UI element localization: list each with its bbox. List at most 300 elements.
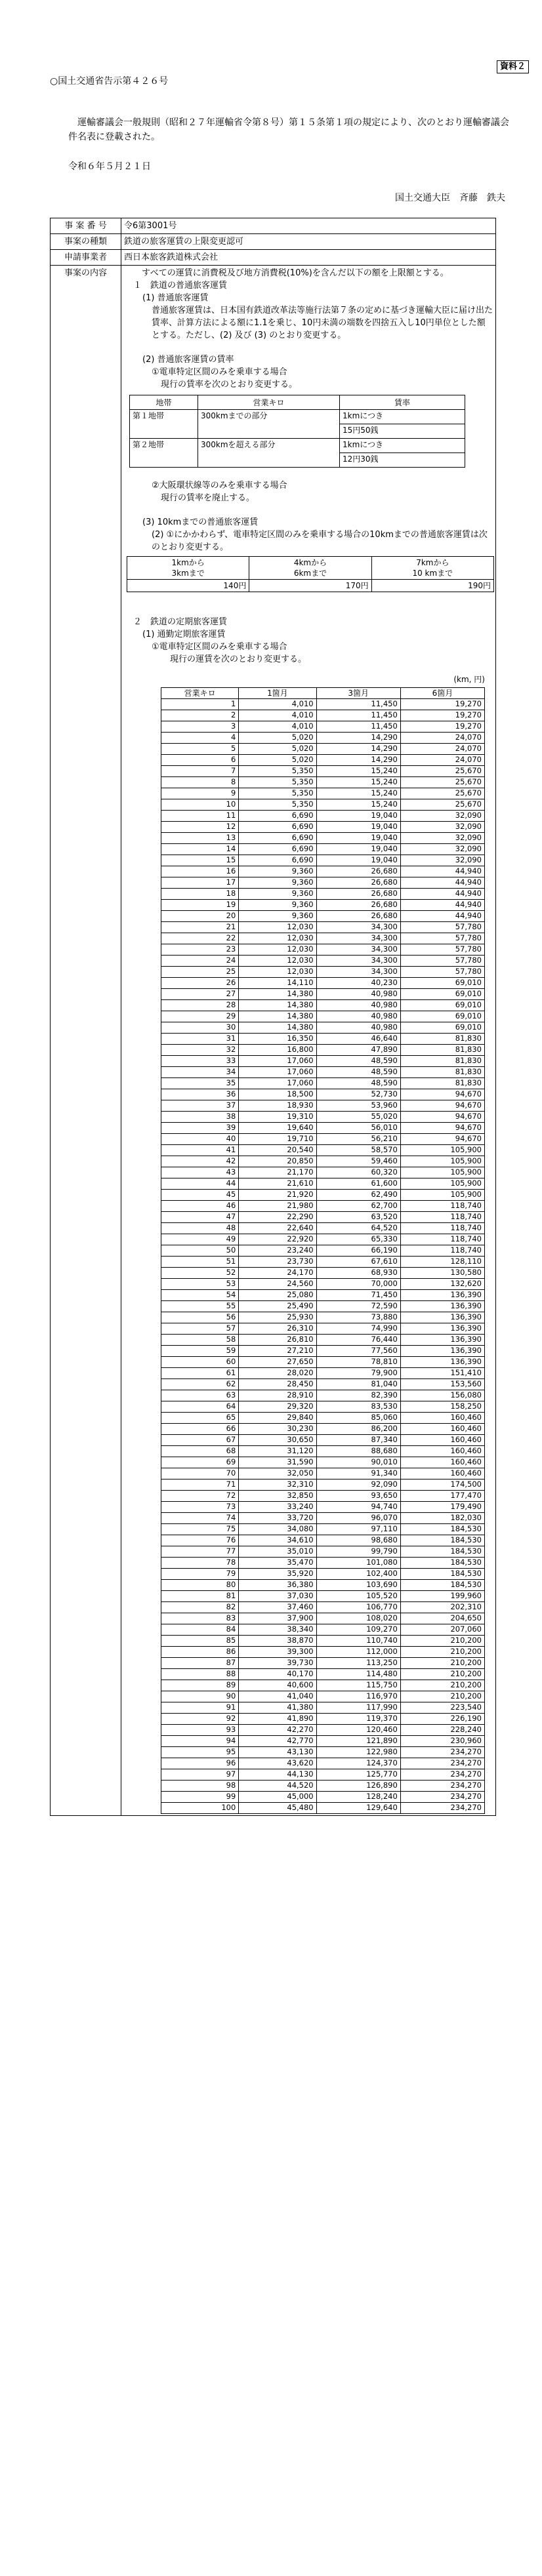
fare-value-cell: 56,010 xyxy=(316,1123,400,1134)
fare-value-cell: 130,580 xyxy=(400,1268,484,1279)
fare-km-cell: 35 xyxy=(161,1078,239,1089)
fare-value-cell: 31,120 xyxy=(239,1446,316,1457)
fare-km-cell: 70 xyxy=(161,1468,239,1479)
fare-value-cell: 24,560 xyxy=(239,1279,316,1290)
fare-value-cell: 14,290 xyxy=(316,755,400,766)
fare-value-cell: 118,740 xyxy=(400,1223,484,1234)
fare-value-cell: 40,170 xyxy=(239,1669,316,1680)
fare-value-cell: 9,360 xyxy=(239,889,316,900)
fare-value-cell: 6,690 xyxy=(239,833,316,844)
fare-value-cell: 26,810 xyxy=(239,1335,316,1346)
fare-value-cell: 19,040 xyxy=(316,844,400,855)
fare-value-cell: 66,190 xyxy=(316,1245,400,1257)
fare-value-cell: 160,460 xyxy=(400,1468,484,1479)
fare-km-cell: 88 xyxy=(161,1669,239,1680)
fare-value-cell: 26,310 xyxy=(239,1323,316,1335)
fare-value-cell: 27,210 xyxy=(239,1346,316,1357)
fare-value-cell: 44,130 xyxy=(239,1769,316,1781)
table-row xyxy=(161,956,485,967)
section-1-2-b-text: 現行の賃率を廃止する。 xyxy=(161,493,255,503)
table-row xyxy=(161,1245,485,1257)
fare-value-cell: 210,200 xyxy=(400,1691,484,1702)
table-row xyxy=(161,788,485,799)
fare-value-cell: 44,940 xyxy=(400,900,484,911)
area-header-km: 営業キロ xyxy=(198,395,340,410)
fare-value-cell: 199,960 xyxy=(400,1591,484,1602)
fare-value-cell: 19,640 xyxy=(239,1123,316,1134)
fare-value-cell: 210,200 xyxy=(400,1636,484,1647)
fare-value-cell: 81,830 xyxy=(400,1034,484,1045)
fare-km-cell: 89 xyxy=(161,1680,239,1691)
fare-km-cell: 6 xyxy=(161,755,239,766)
fare-value-cell: 106,770 xyxy=(316,1602,400,1613)
fare-km-cell: 2 xyxy=(161,710,239,721)
fare-value-cell: 6,690 xyxy=(239,855,316,866)
fare-value-cell: 105,900 xyxy=(400,1167,484,1178)
fare-km-cell: 78 xyxy=(161,1558,239,1569)
fare-value-cell: 59,460 xyxy=(316,1156,400,1167)
table-row xyxy=(161,1647,485,1658)
fare-value-cell: 94,670 xyxy=(400,1089,484,1100)
fare-value-cell: 30,230 xyxy=(239,1424,316,1435)
fare-value-cell: 31,590 xyxy=(239,1457,316,1468)
fare-value-cell: 96,070 xyxy=(316,1513,400,1524)
section-2-1-a-text: 現行の運賃を次のとおり変更する。 xyxy=(170,654,307,664)
fare-km-cell: 61 xyxy=(161,1368,239,1379)
fare-value-cell: 5,020 xyxy=(239,744,316,755)
table-row xyxy=(161,1491,485,1502)
fare-km-cell: 68 xyxy=(161,1446,239,1457)
fare-value-cell: 47,890 xyxy=(316,1045,400,1056)
table-row xyxy=(161,1156,485,1167)
fare-value-cell: 16,800 xyxy=(239,1045,316,1056)
fare-value-cell: 25,670 xyxy=(400,788,484,799)
table-row xyxy=(161,1736,485,1747)
fare-value-cell: 9,360 xyxy=(239,900,316,911)
fare-value-cell: 160,460 xyxy=(400,1446,484,1457)
fare-value-cell: 5,350 xyxy=(239,788,316,799)
table-row xyxy=(161,1212,485,1223)
table-row xyxy=(161,1368,485,1379)
fare-km-cell: 74 xyxy=(161,1513,239,1524)
fare-km-cell: 97 xyxy=(161,1769,239,1781)
fare-value-cell: 57,780 xyxy=(400,933,484,944)
fare-value-cell: 207,060 xyxy=(400,1624,484,1636)
content-cell xyxy=(121,266,496,1816)
table-row xyxy=(161,1624,485,1636)
fare-value-cell: 88,680 xyxy=(316,1446,400,1457)
table-row xyxy=(161,1781,485,1792)
fare-km-cell: 87 xyxy=(161,1658,239,1669)
fare-value-cell: 69,010 xyxy=(400,989,484,1000)
fare-value-cell: 14,380 xyxy=(239,1022,316,1034)
table-row xyxy=(161,1446,485,1457)
fare-value-cell: 28,910 xyxy=(239,1390,316,1401)
area-rate-table xyxy=(129,395,465,468)
table-row xyxy=(161,1257,485,1268)
fare-value-cell: 21,980 xyxy=(239,1201,316,1212)
section-1-2-b-heading: ②大阪環状線等のみを乗車する場合 xyxy=(152,481,287,491)
fare-value-cell: 98,680 xyxy=(316,1535,400,1546)
table-row xyxy=(161,1613,485,1624)
fare-value-cell: 19,040 xyxy=(316,855,400,866)
table-row xyxy=(161,811,485,822)
table-row xyxy=(161,1134,485,1145)
fare-km-cell: 37 xyxy=(161,1100,239,1112)
fare-km-cell: 60 xyxy=(161,1357,239,1368)
table-row xyxy=(161,1747,485,1758)
fare-value-cell: 39,300 xyxy=(239,1647,316,1658)
fare-value-cell: 34,300 xyxy=(316,956,400,967)
fare-value-cell: 25,670 xyxy=(400,766,484,777)
fare-value-cell: 57,780 xyxy=(400,956,484,967)
fare-value-cell: 129,640 xyxy=(316,1803,400,1814)
short-header: 4kmから 6kmまで xyxy=(249,557,371,580)
table-row xyxy=(161,1390,485,1401)
table-row xyxy=(161,844,485,855)
fare-value-cell: 234,270 xyxy=(400,1803,484,1814)
fare-km-cell: 9 xyxy=(161,788,239,799)
fare-value-cell: 79,900 xyxy=(316,1368,400,1379)
fare-km-cell: 100 xyxy=(161,1803,239,1814)
table-row xyxy=(161,1123,485,1134)
fare-value-cell: 26,680 xyxy=(316,889,400,900)
fare-value-cell: 32,050 xyxy=(239,1468,316,1479)
short-header-row xyxy=(127,557,494,580)
fare-km-cell: 83 xyxy=(161,1613,239,1624)
content-row xyxy=(51,266,496,1816)
area-rate-value: 15円50銭 xyxy=(340,424,465,439)
table-row xyxy=(161,1279,485,1290)
fare-km-cell: 38 xyxy=(161,1112,239,1123)
fare-value-cell: 38,870 xyxy=(239,1636,316,1647)
fare-km-cell: 47 xyxy=(161,1212,239,1223)
section-1-heading: １ 鉄道の普通旅客運賃 xyxy=(133,281,228,291)
area-rate-row xyxy=(130,439,465,453)
fare-km-cell: 7 xyxy=(161,766,239,777)
fare-value-cell: 19,040 xyxy=(316,811,400,822)
short-distance-fare-table xyxy=(127,556,494,592)
table-row xyxy=(161,866,485,877)
fare-value-cell: 153,560 xyxy=(400,1379,484,1390)
fare-km-cell: 22 xyxy=(161,933,239,944)
fare-value-cell: 124,370 xyxy=(316,1758,400,1769)
fare-value-cell: 36,380 xyxy=(239,1580,316,1591)
fare-value-cell: 32,090 xyxy=(400,811,484,822)
fare-value-cell: 210,200 xyxy=(400,1680,484,1691)
fare-value-cell: 204,650 xyxy=(400,1613,484,1624)
fare-km-cell: 66 xyxy=(161,1424,239,1435)
case-number-row xyxy=(51,218,496,234)
fare-value-cell: 30,650 xyxy=(239,1435,316,1446)
fare-value-cell: 25,670 xyxy=(400,799,484,811)
fare-km-cell: 79 xyxy=(161,1569,239,1580)
table-row xyxy=(161,1636,485,1647)
table-row xyxy=(161,766,485,777)
fare-unit: (km, 円) xyxy=(453,675,485,684)
fare-km-cell: 16 xyxy=(161,866,239,877)
fare-value-cell: 19,040 xyxy=(316,822,400,833)
table-row xyxy=(161,967,485,978)
fare-value-cell: 26,680 xyxy=(316,900,400,911)
fare-value-cell: 4,010 xyxy=(239,721,316,733)
fare-km-cell: 32 xyxy=(161,1045,239,1056)
fare-value-cell: 27,650 xyxy=(239,1357,316,1368)
fare-value-cell: 69,010 xyxy=(400,1022,484,1034)
fare-value-cell: 33,240 xyxy=(239,1502,316,1513)
table-row xyxy=(161,978,485,989)
fare-value-cell: 105,900 xyxy=(400,1190,484,1201)
fare-value-cell: 32,090 xyxy=(400,844,484,855)
table-row xyxy=(161,799,485,811)
fare-km-cell: 33 xyxy=(161,1056,239,1067)
table-row xyxy=(161,911,485,922)
fare-value-cell: 151,410 xyxy=(400,1368,484,1379)
fare-value-cell: 20,850 xyxy=(239,1156,316,1167)
applicant-row xyxy=(51,250,496,266)
table-row xyxy=(161,1089,485,1100)
short-value-row xyxy=(127,580,494,592)
table-row xyxy=(161,1401,485,1413)
section-2-heading: ２ 鉄道の定期旅客運賃 xyxy=(133,617,228,627)
fare-value-cell: 160,460 xyxy=(400,1457,484,1468)
fare-value-cell: 160,460 xyxy=(400,1435,484,1446)
table-row xyxy=(161,721,485,733)
table-row xyxy=(161,1725,485,1736)
fare-value-cell: 158,250 xyxy=(400,1401,484,1413)
fare-km-cell: 4 xyxy=(161,733,239,744)
fare-value-cell: 55,020 xyxy=(316,1112,400,1123)
table-row xyxy=(161,1190,485,1201)
fare-km-cell: 72 xyxy=(161,1491,239,1502)
notice-date: 令和６年５月２１日 xyxy=(68,161,151,172)
fare-km-cell: 10 xyxy=(161,799,239,811)
fare-value-cell: 103,690 xyxy=(316,1580,400,1591)
fare-value-cell: 48,590 xyxy=(316,1067,400,1078)
fare-km-cell: 63 xyxy=(161,1390,239,1401)
fare-value-cell: 4,010 xyxy=(239,699,316,710)
fare-km-cell: 15 xyxy=(161,855,239,866)
fare-value-cell: 132,620 xyxy=(400,1279,484,1290)
fare-km-cell: 20 xyxy=(161,911,239,922)
commuter-fare-table xyxy=(161,687,485,1814)
fare-value-cell: 34,080 xyxy=(239,1524,316,1535)
fare-header: 1箇月 xyxy=(239,688,316,699)
table-row xyxy=(161,1669,485,1680)
fare-value-cell: 17,060 xyxy=(239,1078,316,1089)
table-row xyxy=(161,1335,485,1346)
table-row xyxy=(161,744,485,755)
table-row xyxy=(161,1045,485,1056)
fare-value-cell: 234,270 xyxy=(400,1792,484,1803)
area-header-rate: 賃率 xyxy=(340,395,465,410)
fare-value-cell: 9,360 xyxy=(239,911,316,922)
fare-value-cell: 210,200 xyxy=(400,1669,484,1680)
table-row xyxy=(161,1468,485,1479)
fare-value-cell: 105,900 xyxy=(400,1178,484,1190)
section-1-2-a-text: 現行の賃率を次のとおり変更する。 xyxy=(161,380,298,390)
fare-value-cell: 32,090 xyxy=(400,822,484,833)
fare-value-cell: 46,640 xyxy=(316,1034,400,1045)
fare-value-cell: 44,940 xyxy=(400,889,484,900)
fare-value-cell: 94,670 xyxy=(400,1134,484,1145)
table-row xyxy=(161,1457,485,1468)
fare-value-cell: 60,320 xyxy=(316,1167,400,1178)
fare-value-cell: 82,390 xyxy=(316,1390,400,1401)
content-label: 事案の内容 xyxy=(51,266,121,1816)
fare-km-cell: 18 xyxy=(161,889,239,900)
short-value: 140円 xyxy=(127,580,249,592)
fare-value-cell: 6,690 xyxy=(239,822,316,833)
fare-value-cell: 136,390 xyxy=(400,1323,484,1335)
fare-km-cell: 77 xyxy=(161,1546,239,1558)
fare-value-cell: 136,390 xyxy=(400,1346,484,1357)
table-row xyxy=(161,1680,485,1691)
fare-km-cell: 51 xyxy=(161,1257,239,1268)
section-2-1-a-heading: ①電車特定区間のみを乗車する場合 xyxy=(152,642,287,652)
fare-km-cell: 93 xyxy=(161,1725,239,1736)
fare-value-cell: 15,240 xyxy=(316,777,400,788)
table-row xyxy=(161,1535,485,1546)
fare-value-cell: 226,190 xyxy=(400,1714,484,1725)
fare-value-cell: 210,200 xyxy=(400,1658,484,1669)
fare-value-cell: 14,110 xyxy=(239,978,316,989)
fare-value-cell: 24,070 xyxy=(400,744,484,755)
fare-value-cell: 37,030 xyxy=(239,1591,316,1602)
fare-km-cell: 90 xyxy=(161,1691,239,1702)
fare-value-cell: 32,310 xyxy=(239,1479,316,1491)
fare-km-cell: 94 xyxy=(161,1736,239,1747)
fare-km-cell: 11 xyxy=(161,811,239,822)
fare-value-cell: 32,850 xyxy=(239,1491,316,1502)
table-row xyxy=(161,822,485,833)
fare-value-cell: 105,520 xyxy=(316,1591,400,1602)
fare-km-cell: 71 xyxy=(161,1479,239,1491)
fare-value-cell: 20,540 xyxy=(239,1145,316,1156)
table-row xyxy=(161,1346,485,1357)
fare-km-cell: 42 xyxy=(161,1156,239,1167)
fare-value-cell: 35,920 xyxy=(239,1569,316,1580)
fare-km-cell: 81 xyxy=(161,1591,239,1602)
table-row xyxy=(161,1223,485,1234)
fare-value-cell: 81,830 xyxy=(400,1078,484,1089)
fare-value-cell: 15,240 xyxy=(316,766,400,777)
area-rate-row xyxy=(130,410,465,424)
fare-value-cell: 121,890 xyxy=(316,1736,400,1747)
fare-value-cell: 179,490 xyxy=(400,1502,484,1513)
fare-value-cell: 210,200 xyxy=(400,1647,484,1658)
fare-value-cell: 69,010 xyxy=(400,978,484,989)
table-row xyxy=(161,1413,485,1424)
fare-value-cell: 62,490 xyxy=(316,1190,400,1201)
table-row xyxy=(161,1702,485,1714)
fare-value-cell: 93,650 xyxy=(316,1491,400,1502)
table-row xyxy=(161,1000,485,1011)
table-row xyxy=(161,1290,485,1301)
fare-km-cell: 52 xyxy=(161,1268,239,1279)
fare-value-cell: 126,890 xyxy=(316,1781,400,1792)
fare-value-cell: 174,500 xyxy=(400,1479,484,1491)
table-row xyxy=(161,1546,485,1558)
section-1-1-text: 普通旅客運賃は、日本国有鉄道改革法等施行法第７条の定めに基づき運輸大臣に届け出た賃率、計算方法による額に1.1を乗じ、10円未満の端数を四捨五入し10円単位とした額とする。ただし、(2) 及び (3) のとおり変更する。 xyxy=(152,306,493,340)
fare-value-cell: 12,030 xyxy=(239,933,316,944)
table-row xyxy=(161,1691,485,1702)
fare-value-cell: 22,290 xyxy=(239,1212,316,1223)
table-row xyxy=(161,933,485,944)
fare-value-cell: 81,830 xyxy=(400,1045,484,1056)
fare-km-cell: 98 xyxy=(161,1781,239,1792)
fare-table-body xyxy=(161,699,485,1814)
fare-km-cell: 91 xyxy=(161,1702,239,1714)
fare-value-cell: 37,460 xyxy=(239,1602,316,1613)
fare-value-cell: 19,710 xyxy=(239,1134,316,1145)
fare-value-cell: 5,350 xyxy=(239,777,316,788)
fare-value-cell: 81,830 xyxy=(400,1067,484,1078)
table-row xyxy=(161,1145,485,1156)
fare-km-cell: 19 xyxy=(161,900,239,911)
fare-value-cell: 34,300 xyxy=(316,967,400,978)
fare-value-cell: 15,240 xyxy=(316,788,400,799)
fare-value-cell: 41,040 xyxy=(239,1691,316,1702)
fare-value-cell: 18,930 xyxy=(239,1100,316,1112)
fare-value-cell: 21,920 xyxy=(239,1190,316,1201)
fare-value-cell: 14,380 xyxy=(239,989,316,1000)
fare-value-cell: 68,930 xyxy=(316,1268,400,1279)
fare-value-cell: 57,780 xyxy=(400,944,484,956)
fare-value-cell: 122,980 xyxy=(316,1747,400,1758)
fare-value-cell: 5,350 xyxy=(239,799,316,811)
fare-value-cell: 5,350 xyxy=(239,766,316,777)
fare-km-cell: 59 xyxy=(161,1346,239,1357)
fare-value-cell: 43,130 xyxy=(239,1747,316,1758)
table-row xyxy=(161,1379,485,1390)
section-1-3-text: (2) ①にかかわらず、電車特定区間のみを乗車する場合の10kmまでの普通旅客運賃は次のとおり変更する。 xyxy=(152,530,488,552)
fare-value-cell: 40,980 xyxy=(316,1022,400,1034)
fare-value-cell: 90,010 xyxy=(316,1457,400,1468)
fare-value-cell: 25,080 xyxy=(239,1290,316,1301)
fare-value-cell: 48,590 xyxy=(316,1078,400,1089)
short-value: 190円 xyxy=(371,580,493,592)
content-intro: すべての運賃に消費税及び地方消費税(10%)を含んだ以下の額を上限額とする。 xyxy=(133,268,449,278)
fare-value-cell: 58,570 xyxy=(316,1145,400,1156)
fare-value-cell: 118,740 xyxy=(400,1234,484,1245)
table-row xyxy=(161,889,485,900)
area-km: 300kmを超える部分 xyxy=(198,439,340,468)
fare-value-cell: 21,610 xyxy=(239,1178,316,1190)
fare-km-cell: 24 xyxy=(161,956,239,967)
fare-km-cell: 49 xyxy=(161,1234,239,1245)
fare-value-cell: 97,110 xyxy=(316,1524,400,1535)
table-row xyxy=(161,1056,485,1067)
fare-value-cell: 94,670 xyxy=(400,1100,484,1112)
fare-value-cell: 22,640 xyxy=(239,1223,316,1234)
fare-value-cell: 9,360 xyxy=(239,866,316,877)
fare-value-cell: 35,470 xyxy=(239,1558,316,1569)
fare-value-cell: 234,270 xyxy=(400,1769,484,1781)
fare-value-cell: 40,980 xyxy=(316,1000,400,1011)
fare-value-cell: 19,270 xyxy=(400,699,484,710)
table-row xyxy=(161,1301,485,1312)
section-1-1-heading: (1) 普通旅客運賃 xyxy=(142,293,209,303)
fare-value-cell: 40,230 xyxy=(316,978,400,989)
fare-value-cell: 184,530 xyxy=(400,1546,484,1558)
table-row xyxy=(161,1558,485,1569)
fare-value-cell: 42,770 xyxy=(239,1736,316,1747)
fare-value-cell: 14,290 xyxy=(316,733,400,744)
fare-value-cell: 14,380 xyxy=(239,1011,316,1022)
fare-value-cell: 26,680 xyxy=(316,866,400,877)
fare-value-cell: 14,290 xyxy=(316,744,400,755)
